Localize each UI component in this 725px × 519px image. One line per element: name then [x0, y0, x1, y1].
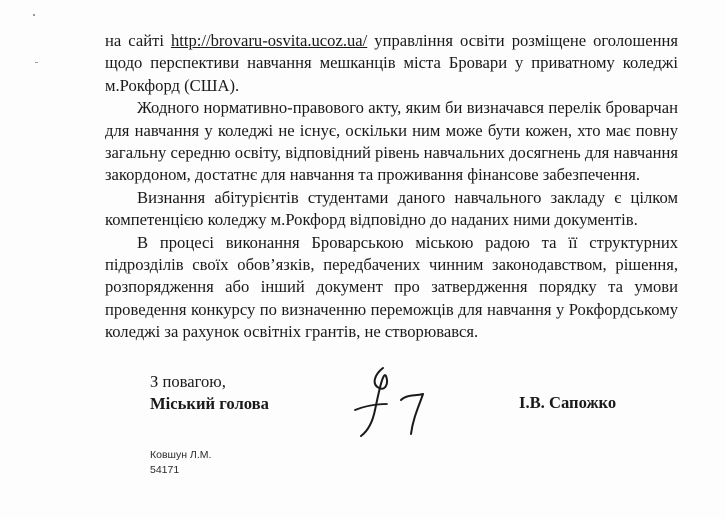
- handwritten-signature: [345, 360, 455, 440]
- website-link[interactable]: http://brovaru-osvita.ucoz.ua/: [170, 31, 368, 50]
- paragraph-3: Визнання абітурієнтів студентами даного навчального закладу є цілком компетенцією коледжу м.Рокфорд відповідно до наданих ними документів.: [105, 187, 678, 230]
- closing-greeting: З повагою,: [150, 372, 226, 391]
- paragraph-4: В процесі виконання Броварською міською радою та її структурних підрозділів своїх обов’язків, передбачених чинним законодавством, рішення, розпорядження або інший документ про затвердження порядку та умови проведення конкурсу по визначенню переможців для навчання у Рокфордському коледжі за рахунок освітніх грантів, не створювався.: [105, 232, 678, 342]
- paragraph-2: Жодного нормативно-правового акту, яким би визначався перелік броварчан для навчання у коледжі не існує, оскільки ним може бути кожен, хто має повну загальну середню освіту, відповідний рівень навчальних досягнень для навчання закордоном, достатнє для навчання та проживання фінансове забезпечення.: [105, 98, 678, 185]
- paragraph-1-lead: на сайті: [105, 31, 171, 50]
- paragraph-1: [105, 30, 678, 97]
- scan-speck: [35, 62, 38, 63]
- signer-position: Міський голова: [150, 394, 269, 413]
- executor-name: Ковшун Л.М.: [150, 449, 212, 461]
- scan-speck: [33, 14, 35, 16]
- letter-body: [105, 30, 678, 344]
- executor-phone: 54171: [150, 464, 180, 476]
- paragraph-1-rest: управління освіти розміщене оголошення щодо перспективи навчання мешканців міста Бровари у приватному коледжі м.Рокфорд (США).: [105, 31, 679, 95]
- executor-block: [150, 448, 211, 478]
- signer-name: І.В. Сапожко: [519, 393, 617, 412]
- closing-block: [150, 371, 269, 415]
